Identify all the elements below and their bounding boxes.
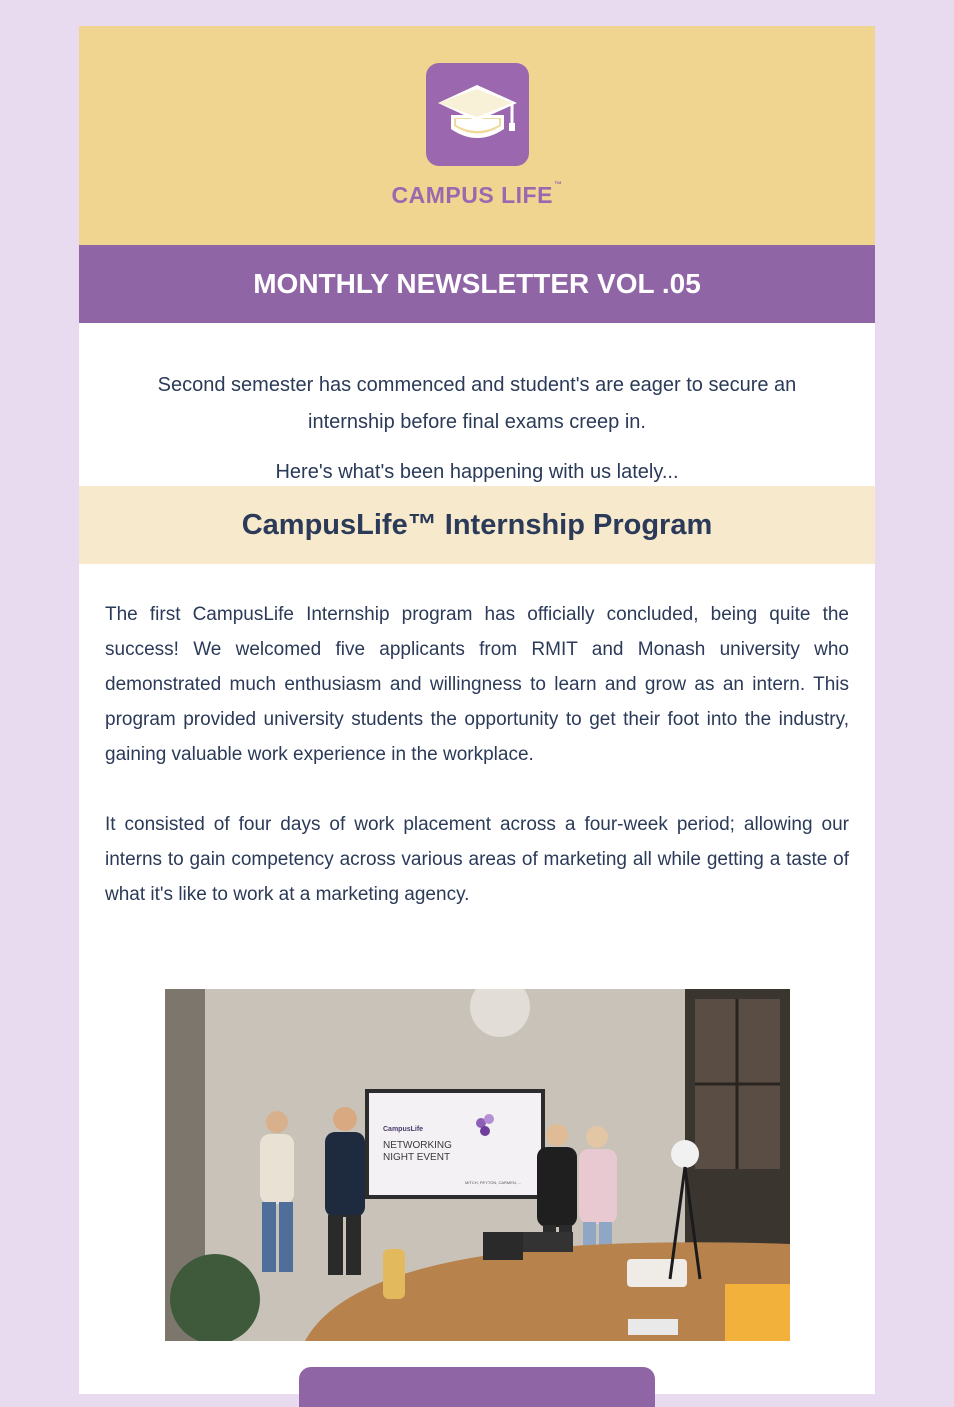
brand-text: CAMPUS LIFE: [391, 182, 553, 208]
newsletter-card: [79, 26, 875, 1394]
section-paragraph-1: The first CampusLife Internship program has officially concluded, being quite the success! We welcomed five applicants from RMIT and Monash university who demonstrated much enthusiasm and willingness to learn and grow as an intern. This program provided university students the opportunity to get their foot into the industry, gaining valuable work experience in the workplace.: [105, 604, 849, 765]
brand-name: [79, 182, 875, 209]
cta-button[interactable]: [299, 1367, 655, 1407]
section-heading: CampusLife™ Internship Program: [241, 508, 713, 541]
section-heading-band: [79, 486, 875, 564]
newsletter-title-band: [79, 245, 875, 323]
section-paragraph-2: It consisted of four days of work placement across a four-week period; allowing our interns to gain competency across various areas of marketing all while getting a taste of what it's like to work at a marketing agency.: [105, 814, 849, 905]
screen-title-line-2: NIGHT EVENT: [383, 1152, 451, 1163]
intro-section: [79, 323, 875, 486]
section-body: [79, 564, 875, 912]
newsletter-title: MONTHLY NEWSLETTER VOL .05: [253, 268, 701, 299]
internship-photo: [165, 989, 790, 1341]
header-band: [79, 26, 875, 245]
trademark-mark: ™: [553, 180, 563, 189]
screen-brand: CampusLife: [383, 1126, 424, 1133]
campus-life-logo: [426, 63, 529, 166]
intro-line-1: Second semester has commenced and student's are eager to secure an internship before final exams creep in.: [157, 374, 797, 433]
intro-line-2: Here's what's been happening with us lately...: [275, 461, 679, 483]
graduation-cap-icon: [426, 63, 529, 166]
office-photo-illustration: [165, 989, 790, 1341]
screen-title-line-1: NETWORKING: [383, 1140, 452, 1151]
screen-footer: MITCH, PEYTON, CARMEN, ...: [465, 1180, 522, 1185]
